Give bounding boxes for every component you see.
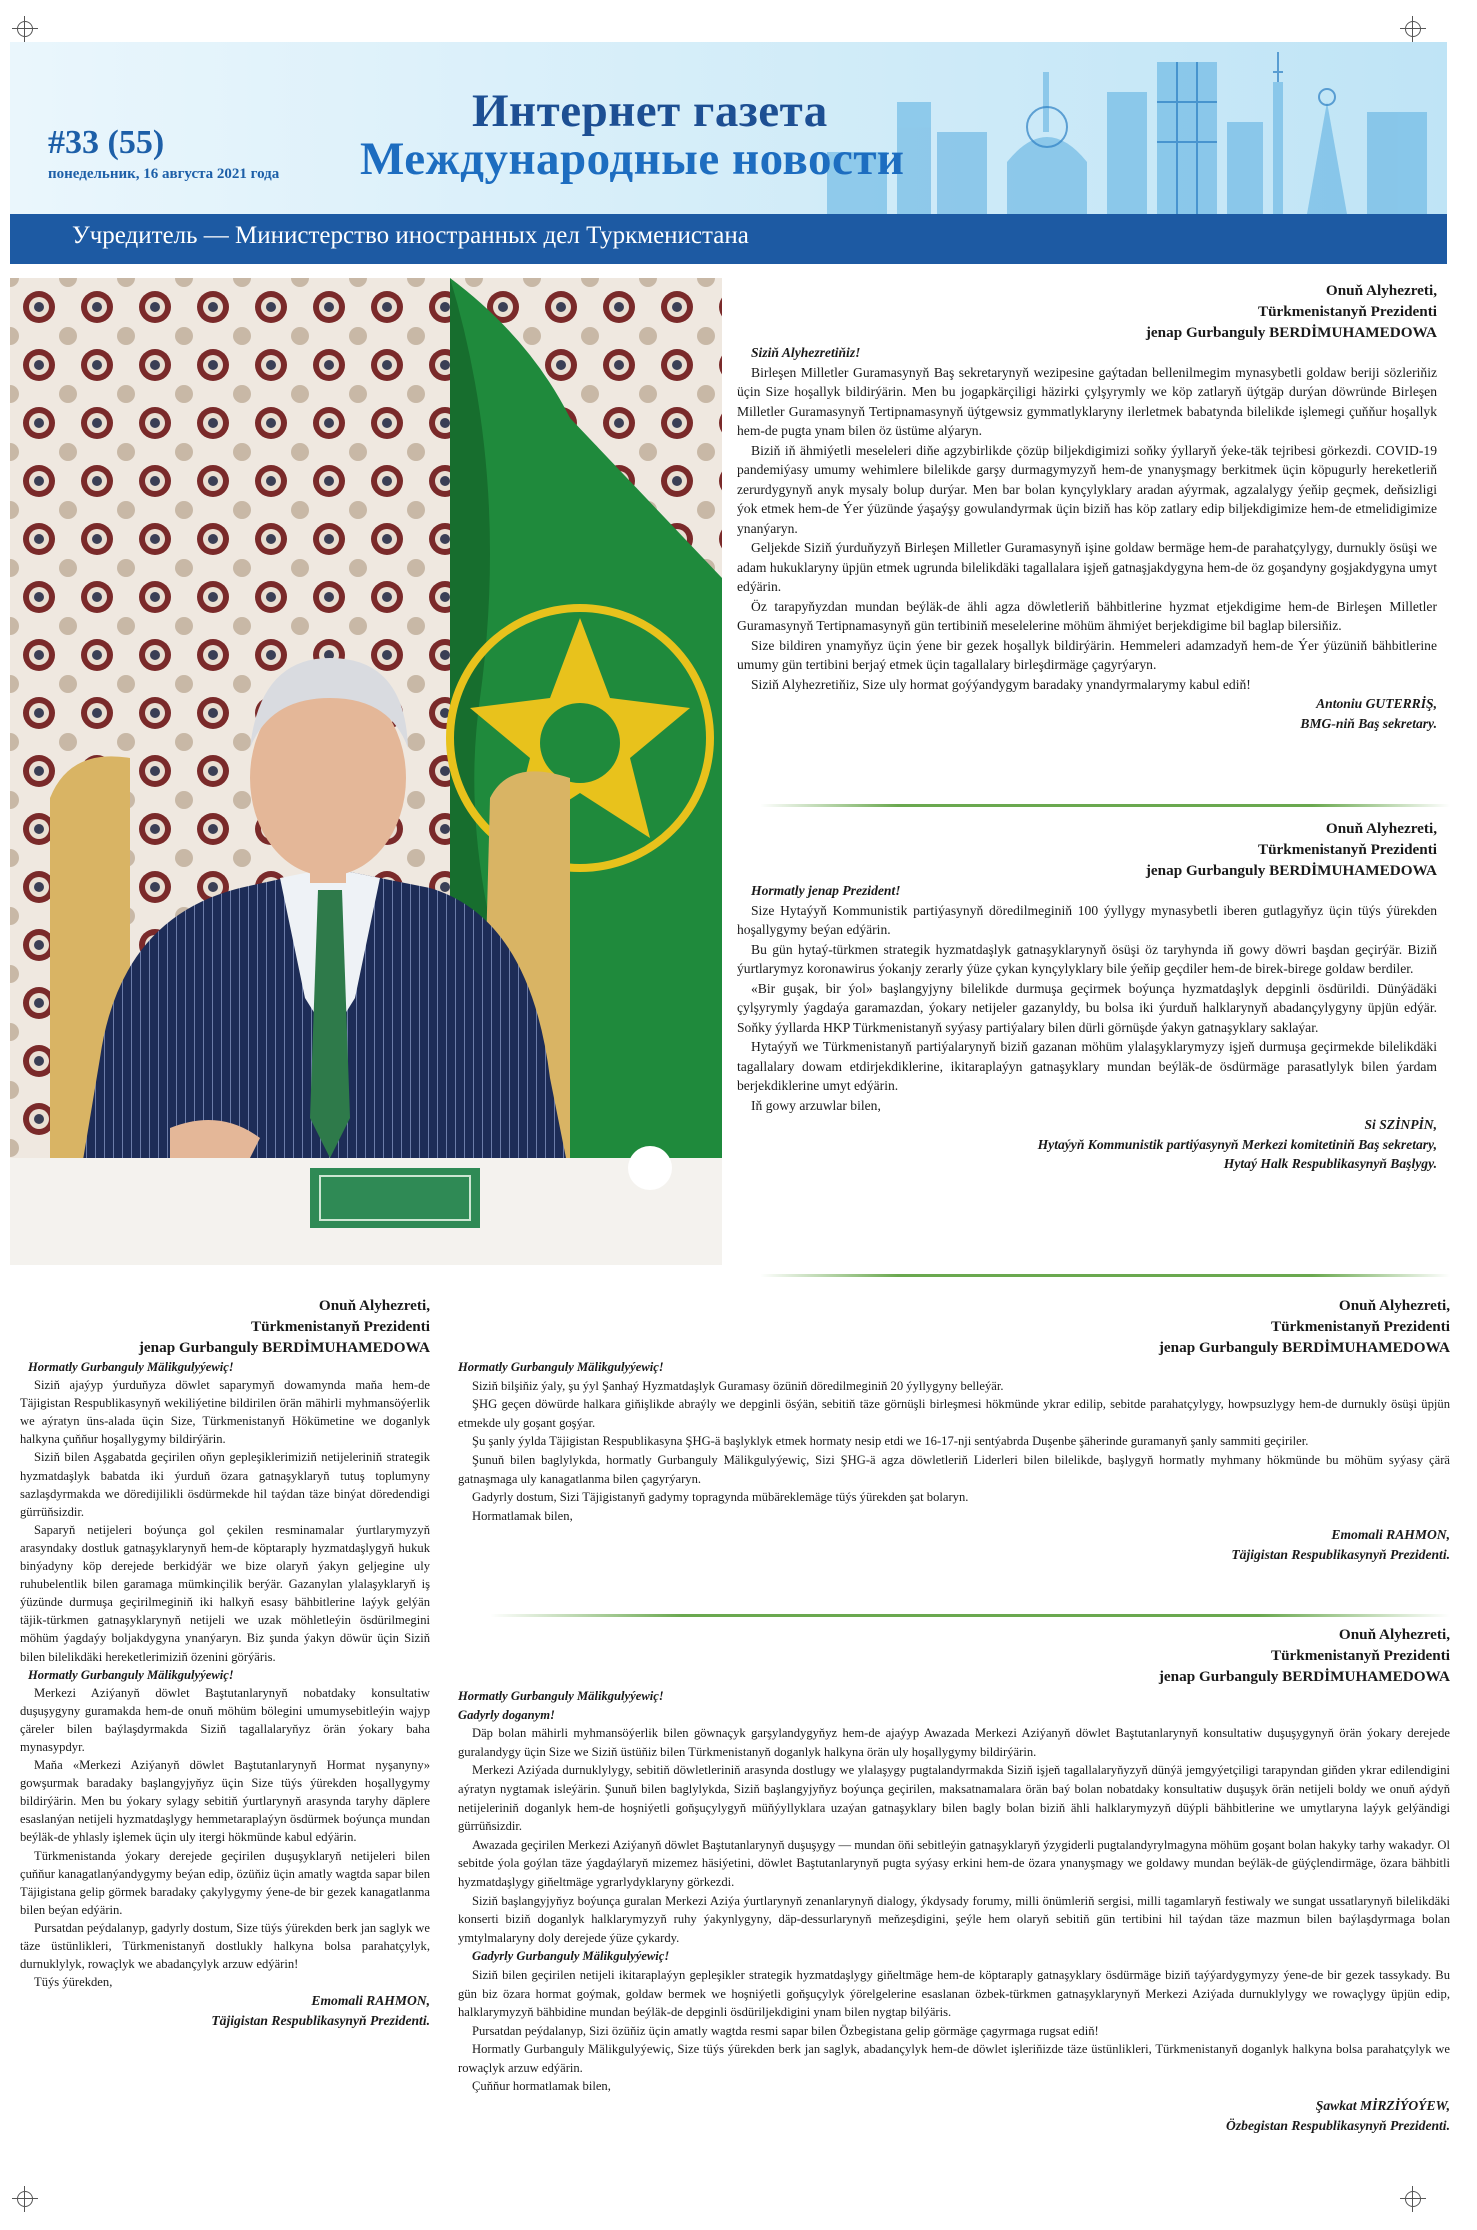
letter-mirziyoyev (458, 1624, 1450, 2135)
paragraph: Gadyrly dostum, Sizi Täjigistanyň gadymy topragynda mübäreklemäge tüýs ýürekden şat bolaryn. (472, 1490, 969, 1505)
address-line: Türkmenistanyň Prezidenti (1257, 841, 1437, 858)
paragraph: Geljekde Siziň ýurduňyzyň Birleşen Milletler Guramasynyň işine goldaw bermäge hem-de parahatçylygy, durnukly ösüşi we adam hukuklaryny üpjün etmek ugrunda bilelikdäki tagallalara işjeň gatnaşjakdygyna hem-de öz goşandyny goşjakdygyna umyt edýärin. (737, 540, 1437, 594)
salutation: Hormatly Gurbanguly Mälikgulyýewiç! (28, 1360, 234, 1374)
address-line: jenap Gurbanguly BERDİMUHAMEDOWA (1158, 1339, 1450, 1356)
paragraph: Biziň iň ähmiýetli meseleleri diňe agzybirlikde çözüp biljekdigimizi soňky ýyllaryň ýeke-täk tejribesi görkezdi. COVID-19 pandemiýasy umumy wehimlere bilelikde garşy durmagymyzyň hem-de ynanyşmagy berkitmek üçin köpugurly hereketleriň zerurdygynyň anyk mysaly bolup durýar. Men bar bolan kynçylyklary aradan aýyrmak, agzalalygy ýeňip geçmek, deňsizligi ýok etmek hem-de Ýer ýüzünde ýaşaýşy gowulandyrmak üçin biziň has köp zatlary edip biljekdigimize hem-de etmelidigimize ynanýaryn. (737, 442, 1437, 536)
registration-mark-icon (1400, 2186, 1426, 2212)
letter-rahmon-1 (20, 1295, 430, 2030)
address-line: Türkmenistanyň Prezidenti (1257, 303, 1437, 320)
letter-xi (737, 818, 1437, 1174)
paragraph: Däp bolan mähirli myhmansöýerlik bilen göwnaçyk garşylandygyňyz hem-de ajaýyp Awazada Merkezi Aziýanyň döwlet Baştutanlarynyň konsultatiw duşuşygynyň örän ýokary derejede guralandygy üçin Size we Siziň üstüňiz bilen Türkmenistanyň doganlyk halkyna örän uly hoşallygymy bildirýärin. (458, 1726, 1450, 1759)
address-line: jenap Gurbanguly BERDİMUHAMEDOWA (1145, 862, 1437, 879)
masthead (10, 42, 1447, 264)
address-line: Onuň Alyhezreti, (1338, 1297, 1450, 1314)
address-line: jenap Gurbanguly BERDİMUHAMEDOWA (1145, 324, 1437, 341)
paragraph: Siziň bilen Aşgabatda geçirilen oňyn gepleşiklerimiziň netijeleriniň strategik hyzmatdaşlyk babatda iki ýurduň özara gatnaşyklaryň tutuş toplumyny sazlaşdyrmakda we döredijilikli ösdürmekde hil taýdan täze binýat döredendigi gürrüňsizdir. (20, 1450, 430, 1519)
paragraph: Pursatdan peýdalanyp, gadyrly dostum, Size tüýs ýürekden berk jan saglyk we täze üstünlikleri, Türkmenistanyň dostlukly halkyna bolsa parahatçylyk, durnuklylyk, rowaçlyk we abadançylyk arzuw edýärin! (20, 1920, 430, 1972)
signature-title: Täjigistan Respublikasynyň Prezidenti. (211, 2012, 430, 2028)
paragraph: ŞHG geçen döwürde halkara giňişlikde abraýly we depginli ösýän, sebitiň täze görnüşli birleşmesi hökmünde ykrar edilip, sebitde parahatçylygy, howpsuzlygy hem-de durnukly ösüşi üpjün etmekde uly goşant goşýar. (458, 1397, 1450, 1430)
paragraph: Çuňňur hormatlamak bilen, (472, 2079, 611, 2094)
paragraph: Siziň bilşiňiz ýaly, şu ýyl Şanhaý Hyzmatdaşlyk Guramasy özüniň döredilmeginiň 20 ýyllygyny belleýär. (472, 1378, 1004, 1393)
address-line: Türkmenistanyň Prezidenti (250, 1318, 430, 1335)
section-divider (490, 1614, 1450, 1617)
paragraph: Siziň başlangyjyňyz boýunça guralan Merkezi Aziýa ýurtlarynyň zenanlarynyň dialogy, ýkdysady forumy, milli önümleriň sergisi, milli tagamlaryň festiwaly we sungat ussatlarynyň bilelikdäki konserti biziň doganlyk halklarymyzyň ruhy ýakynlygyny, däp-dessurlarynyň meňzeşdigini, şeýle hem olaryň sebitiň gün tertibini hil taýdan täze mazmun bilen baýlaşdyrmaga bolan ymtylmalaryny doly derejede ýüze çykardy. (458, 1893, 1450, 1945)
letter-guterres (737, 280, 1437, 733)
address-line: Türkmenistanyň Prezidenti (1270, 1647, 1450, 1664)
paragraph: Saparyň netijeleri boýunça gol çekilen resminamalar ýurtlarymyzyň arasyndaky dostluk gatnaşyklarynyň hem-de köptaraply hyzmatdaşlygyň hukuk binýadyny köp derejede berkidýär we bize olaryň ýakyn geljegine uly ruhubelentlik bilen garamaga mümkinçilik berýär. Gazanylan ylalaşyklaryň iş ýüzünde durmuşa geçirilmeginiň iki halkyň esasy bähbitlerine laýyk gelýän täjik-türkmen gatnaşyklarynyň netijeli we uzak möhletleýin ösdürilmegini möhüm ýagdaýy boljakdygyna ynanýaryn. Biz şunda ýakyn döwür üçin Siziň bilen bilelikdäki hereketlerimiziň özenini görýäris. (20, 1522, 430, 1664)
paragraph: Size Hytaýyň Kommunistik partiýasynyň döredilmeginiň 100 ýyllygy mynasybetli iberen gutlagyňyz üçin tüýs ýürekden hoşallygymy beýan edýärin. (737, 902, 1437, 937)
paragraph: Türkmenistanda ýokary derejede geçirilen duşuşyklaryň netijeleri bilen çuňňur kanagatlanýandygymy beýan edip, özüňiz üçin amatly wagtda sapar bilen Täjigistana gelip görmek baradaky çakylygymy ýene-de bir gezek kanagatlanma bilen beýan edýärin. (20, 1848, 430, 1917)
issue-number: #33 (55) (48, 124, 165, 161)
address-line: Onuň Alyhezreti, (1338, 1626, 1450, 1643)
paragraph: Bu gün hytaý-türkmen strategik hyzmatdaşlyk gatnaşyklarynyň ösüşi öz taryhynda iň gowy döwri başdan geçirýär. Biziň ýurtlarymyz koronawirus ýokanjy zerarly ýüze çykan kynçylyklary bile ýeňip geçdiler hem-de birek-birege goldaw berdiler. (737, 941, 1437, 976)
letter-rahmon-2 (458, 1295, 1450, 1564)
salutation: Hormatly jenap Prezident! (751, 883, 901, 898)
signature-name: Emomali RAHMON, (1331, 1527, 1450, 1543)
paragraph: Birleşen Milletler Guramasynyň Baş sekretarynyň wezipesine gaýtadan bellenilmegim mynasybetli goldaw beriji sözleriňiz üçin Size hoşallyk bildirýärin. Men bu jogapkärçiligi häzirki çylşyrymly we köp zatlaryň üýtgäp durýan döwründe Birleşen Milletler Guramasynyň Tertipnamasynyň üýtgewsiz gymmatlyklaryny ilerletmek babatynda bilelikde işlemegi çuňňur hoşallyk hem-de pugta ynam bilen öz üstüme alýaryn. (737, 364, 1437, 438)
paragraph: Pursatdan peýdalanyp, Sizi özüňiz üçin amatly wagtda resmi sapar bilen Özbegistana gelip görmäge çagyrmaga rugsat ediň! (472, 2023, 1099, 2038)
address-line: Onuň Alyhezreti, (318, 1297, 430, 1314)
paragraph: Tüýs ýürekden, (34, 1975, 113, 1990)
section-divider (760, 1274, 1450, 1277)
signature-name: Antoniu GUTERRİŞ, (1316, 696, 1437, 711)
registration-mark-icon (12, 2186, 38, 2212)
paragraph: Şunuň bilen baglylykda, hormatly Gurbanguly Mälikgulyýewiç, Sizi ŞHG-ä agza döwletleriň Liderleri bilen bilelikde, başlygyň hormatly myhmany hökmünde bu möhüm syýasy çärä gatnaşmaga uly kanagatlanma bilen çagyrýaryn. (458, 1452, 1450, 1486)
signature-title: Hytaý Halk Respublikasynyň Başlygy. (1223, 1156, 1437, 1171)
paragraph: Merkezi Aziýanyň döwlet Baştutanlarynyň nobatdaky konsultatiw duşuşygyny guramakda hem-de onuň möhüm bölegini umumysebitleýin wajyp çäreler bilen baýlaşdyrmakda Siziň tagallalaryňyz örän ýokary baha mynasypdyr. (20, 1685, 430, 1754)
salutation: Gadyrly doganym! (458, 1707, 555, 1722)
president-photo (10, 278, 722, 1265)
paragraph: Hormatlamak bilen, (472, 1508, 573, 1523)
signature-title: Özbegistan Respublikasynyň Prezidenti. (1226, 2117, 1450, 2133)
signature-name: Şawkat MİRZİÝOÝEW, (1315, 2098, 1450, 2114)
paragraph: Siziň bilen geçirilen netijeli ikitaraplaýyn gepleşikler strategik hyzmatdaşlygy giňeltmäge hem-de köptaraply gatnaşyklary ösdürmäge biziň taýýardygymyzy ýene-de bir gezek tassykady. Bu gün biz özara hormat goýmak, goldaw bermek we hoşniýetli goňşuçylyk ýörelgelerine esaslanan özbek-türkmen gatnaşyklarynyň Merkezi Aziýada durnuklylygy we rowaçlygy üpjün edip, halklarymyzyň bähbidine mundan beýläk-de depginli ösdüriljekdigini ynam bilen nygtap bilýäris. (458, 1967, 1450, 2020)
registration-mark-icon (1400, 16, 1426, 42)
signature-title: Täjigistan Respublikasynyň Prezidenti. (1231, 1546, 1450, 1562)
paragraph: Awazada geçirilen Merkezi Aziýanyň döwlet Baştutanlarynyň duşuşygy — mundan öňi sebitleýin gatnaşyklaryň ýzygiderli pugtalandyrylmagyna möhüm goşant bolan hakyky tarhy wakadyr. Ol sebitde ýola goýlan täze ýagdaýlaryň mizemez häsiýetini, döwlet Baştutanlarynyň pugta syýasy erkini hem-de özara ynanyşmagy we goldawy mundan beýläk-de güýçlendirmäge, özara bähbitli hyzmatdaşlygy giňeltmäge ygrarlydyklaryny görkezdi. (458, 1837, 1450, 1889)
paper-subtitle: Международные новости (360, 133, 905, 185)
paragraph: Size bildiren ynamyňyz üçin ýene bir gezek hoşallyk bildirýärin. Hemmeleri adamzadyň hem-de Ýer ýüzüniň bähbitlerine umumy gün tertibini berjaý etmek üçin tagallalary birleşdirmäge çagyrýaryn. (737, 637, 1437, 672)
paragraph: Iň gowy arzuwlar bilen, (751, 1097, 881, 1113)
address-line: Onuň Alyhezreti, (1325, 820, 1437, 837)
paragraph: Maňa «Merkezi Aziýanyň döwlet Baştutanlarynyň Hormat nyşanyny» gowşurmak baradaky başlangyjyňyz üçin Size tüýs ýürekden hoşallygymy bildirýärin. Men bu ýokary sylagy sebitiň ýurtlarynyň arasynda taryhy däplere esaslanýan netijeli hyzmatdaşlygy hemmetaraplaýyn ösdürmek boýunça mundan beýläk-de yhlasly işlemek üçin uly itergi hökmünde kabul edýärin. (20, 1758, 430, 1845)
paragraph: «Bir guşak, bir ýol» başlangyjyny bilelikde durmuşa geçirmek boýunça hyzmatdaşlyk depginli ösdürildi. Dünýädäki çylşyrymly ýagdaýa garamazdan, ýokary netijeler gazanyldy, bu bolsa iki ýurduň halklarynyň abadançylygyny üpjün edýär. Soňky ýyllarda HKP Türkmenistanyň syýasy partiýalary bilen dürli görnüşde ýakyn gatnaşyklary saklaýar. (737, 980, 1437, 1035)
salutation: Gadyrly Gurbanguly Mälikgulyýewiç! (472, 1949, 670, 1964)
founder-bar (10, 214, 1447, 264)
paper-title: Интернет газета (472, 85, 828, 137)
issue-date: понедельник, 16 августа 2021 года (48, 166, 280, 182)
address-line: jenap Gurbanguly BERDİMUHAMEDOWA (138, 1339, 430, 1356)
signature-title: Hytaýyň Kommunistik partiýasynyň Merkezi komitetiniň Baş sekretary, (1037, 1136, 1437, 1152)
salutation: Hormatly Gurbanguly Mälikgulyýewiç! (28, 1667, 234, 1682)
paragraph: Merkezi Aziýada durnuklylygy, sebitiň döwletleriniň arasynda dostlugy we ylalaşygy pugtalandyrmakda Siziň işjeň tagallalaryňyzyň dünýä jemgyýetçiligi tarapyndan giňden ykrar edilendigini aýratyn nygtamak isleýärin. Şunuň bilen baglylykda, Siziň başlangyjyňyz boýunça geçirilen, maksatnamalara örän baý bolan nobatdaky konsultatiw duşuşyk örän netijeli boldy we onuň aýdyň netijeleriniň doganlyk hem-de hoşniýetli goňşuçylygyň müňýyllyklara uzaýan gatnaşyklary bilen bagly bolan biziň ähli halklarymyzyň düýpli bähbitlerine we umytlaryna laýyk gelýändigi gürrüňsizdir. (458, 1763, 1450, 1834)
paragraph: Şu şanly ýylda Täjigistan Respublikasyna ŞHG-ä başlyklyk etmek hormaty nesip etdi we 16-17-nji sentýabrda Duşenbe şäherinde guramanyň şanly sammiti geçiriler. (472, 1434, 1309, 1449)
section-divider (760, 804, 1450, 807)
address-line: jenap Gurbanguly BERDİMUHAMEDOWA (1158, 1668, 1450, 1685)
signature-name: Emomali RAHMON, (311, 1993, 430, 2009)
salutation: Hormatly Gurbanguly Mälikgulyýewiç! (458, 1360, 664, 1374)
address-line: Türkmenistanyň Prezidenti (1270, 1318, 1450, 1335)
signature-name: Si SZİNPİN, (1364, 1117, 1437, 1132)
salutation: Siziň Alyhezretiňiz! (751, 345, 861, 360)
founder-text: Учредитель — Министерство иностранных дел Туркменистана (72, 222, 749, 249)
paragraph: Hormatly Gurbanguly Mälikgulyýewiç, Size tüýs ýürekden berk jan saglyk, abadançylyk hem-de döwlet işleriňizde täze üstünlikleri, Türkmenistanyň doganlyk halkyna bolsa parahatçylyk we rowaçlyk arzuw edýärin. (458, 2042, 1450, 2075)
signature-title: BMG-niň Baş sekretary. (1300, 715, 1437, 731)
salutation: Hormatly Gurbanguly Mälikgulyýewiç! (458, 1689, 664, 1703)
paragraph: Öz tarapyňyzdan mundan beýläk-de ähli agza döwletleriň bähbitlerine hyzmat etjekdigime hem-de Birleşen Milletler Guramasynyň Tertipnamasynyň gün tertibiniň meselelerine möhüm ähmiýet berjekdigime bil baglap bilersiňiz. (737, 598, 1437, 633)
paragraph: Siziň ajaýyp ýurduňyza döwlet saparymyň dowamynda maňa hem-de Täjigistan Respublikasynyň wekiliýetine bildirilen örän mähirli myhmansöýerlik we aýratyn üns-alada üçin Size, Türkmenistanyň Hökümetine we doganlyk halkyna çuňňur hoşallygymy bildirýärin. (20, 1378, 430, 1447)
paragraph: Hytaýyň we Türkmenistanyň partiýalarynyň biziň gazanan möhüm ylalaşyklarymyzy işjeň durmuşa geçirmekde bilelikdäki tagallalary dowam etdirjekdiklerine, ikitaraplaýyn gatnaşyklary mundan beýläk-de ösdürmäge parasatlylyk bilen ýardam berjekdiklerine umyt edýärin. (737, 1039, 1437, 1093)
address-line: Onuň Alyhezreti, (1325, 282, 1437, 299)
paragraph: Siziň Alyhezretiňiz, Size uly hormat goýýandygym baradaky ynandyrmalarymy kabul ediň! (751, 676, 1251, 692)
registration-mark-icon (12, 16, 38, 42)
